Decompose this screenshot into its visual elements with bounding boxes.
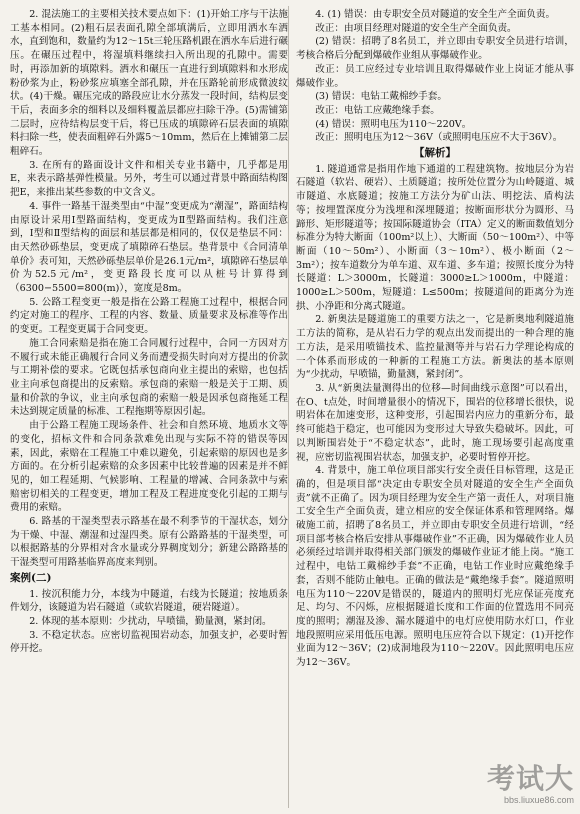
paragraph: 4. 背景中，施工单位项目部实行安全责任目标管理，这是正确的，但是项目部“决定由专职安全员对隧道的安全生产全面负责”就不正确了。因为项目经理为安全生产第一责任人，对项目施工安全生产全面负责，建立相应的安全保证体系和管理网络。爆破施工前，招聘了8名员工，并立即由专职安全员进行培训，“经项目部考核合格后安排从事爆破作业”不正确，因为爆破作业人员必须经过培训并取得相关部门颁发的爆破作业证才能上岗。“施工过程中，电钻工戴棉纱手套”不正确，电钻工作业时应戴绝缘手套，否则不能防止触电。正确的做法是“戴绝缘手套”。隧道照明电压为110～220V是错误的，隧道内的照明灯光应保证亮度充足、均匀、不闪烁，应根据隧道长度和工作面的位置选用不同亮度的照明；潮湿及渗、漏水隧道中的电灯应使用防水灯口，作业地段照明应采用低压电源。照明电压应符合以下规定：(1)开挖作业面为12～36V；(2)成洞地段为110～220V。因此照明电压应为12～36V。 [296, 465, 574, 669]
watermark-url: bbs.liuxue86.com [503, 795, 574, 805]
paragraph: 改正：电钻工应戴绝缘手套。 [315, 104, 440, 116]
paragraph: 2. 混法施工的主要相关技术要点如下：(1)开始工序与干法施工基本相同。(2)粗石层表面孔隙全部填满后，立即用洒水车洒水，直到饱和，数量约为12～15t三轮压路机跟在洒水车后进行碾压。在碾压过程中，将湿填料继续扫入所出现的孔隙中。需要时，再添加新的填隙料。洒水和碾压一直进行到填隙料和水形成粉砂浆为止，粉砂浆应填塞全部孔隙，并在压路轮前形成微波纹状。(4)干燥。碾压完成的路段应让水分蒸发一段时间，结构层变干后，表面多余的细料以及细料覆盖层都应扫除干净。(5)需铺第二层时，应待结构层变干后，将已压成的填隙碎石层表面的填隙料扫除一些，使表面粗碎石外露5～10mm，然后在上摊铺第二层粗碎石。 [10, 9, 288, 158]
paragraph: 1. 隧道通常是指用作地下通道的工程建筑物。按地层分为岩石隧道（软岩、硬岩）、土质隧道；按所处位置分为山岭隧道、城市隧道、水底隧道；按施工方法分为矿山法、明挖法、盾构法等；按埋置深度分为浅埋和深埋隧道；按断面形状分为圆形、马蹄形、矩形隧道等；按国际隧道协会（ITA）定义的断面数值划分标准分为特大断面（100m²以上）、大断面（50～100m²）、中等断面（10～50m²）、小断面（3～10m²）、极小断面（2～3m²）；按车道数分为单车道、双车道、多车道；按照长度分为特长隧道：L＞3000m，长隧道：3000≥L＞1000m，中隧道：1000≥L＞500m，短隧道：L≤500m；按隧道间的距离分为连拱、小净距和分离式隧道。 [296, 163, 574, 312]
paragraph: 改正：照明电压为12～36V（或照明电压应不大于36V）。 [315, 132, 563, 144]
column-divider [288, 6, 289, 808]
paragraph: (2) 错误：招聘了8名员工，并立即由专职安全员进行培训，考核合格后分配到爆破作业组从事爆破作业。 [296, 36, 574, 62]
paragraph: 3. 在所有的路面设计文件和相关专业书籍中，几乎都是用E，来表示路基弹性模量。另外，考生可以通过背景中路面结构图把E，来推出某些参数的中文含义。 [10, 159, 288, 199]
paragraph: 1. 按沉积能力分，本线为中隧道，右线为长隧道；按地质条件划分，该隧道为岩石隧道（或软岩隧道，硬岩隧道）。 [10, 588, 288, 614]
paragraph: 5. 公路工程变更一般是指在公路工程施工过程中，根据合同约定对施工的程序、工程的内容、数量、质量要求及标准等作出的变更。工程变更属于合同变更。 [10, 296, 288, 336]
answer-4-block [296, 8, 574, 145]
site-watermark [424, 764, 574, 810]
paragraph: (3) 错误：电钻工戴棉纱手套。 [315, 91, 447, 103]
paragraph: 4. 事件一路基干湿类型由“中湿”变更成为“潮湿”，路面结构由原设计采用Ⅰ型路面结构，变更成为Ⅱ型路面结构。我们注意到，Ⅰ型和Ⅱ型结构的面层和基层都是相同的，仅仅是垫层不同：由天然砂砾垫层，变更成了填隙碎石垫层。垫背景中《合同清单单价》表可知，天然砂砾垫层单价是26.1元/m²，填隙碎石垫层单价为52.5元/m²，变更路段长度可以从桩号计算得到（6300−5500=800(m)），宽度是8m。 [10, 200, 288, 295]
left-paragraphs [10, 8, 288, 570]
paragraph: 4. (1) 错误：由专职安全员对隧道的安全生产全面负责。 [315, 9, 556, 20]
paragraph: (4) 错误：照明电压为110～220V。 [315, 118, 472, 130]
left-column [10, 8, 288, 656]
case-title: 案例(二) [10, 571, 52, 584]
paragraph: 3. 不稳定状态。应密切监视围岩动态，加强支护，必要时暂停开挖。 [10, 629, 288, 655]
watermark-logo: 考试大 [486, 763, 574, 794]
paragraph: 施工合同索赔是指在施工合同履行过程中，合同一方因对方不履行或未能正确履行合同义务而遭受损失时向对方提出的价款与工期补偿的要求。它既包括承包商向业主提出的索赔，也包括业主向承包商提出的反索赔。承包商的索赔一般是关于工期、质量和价款的争议，业主向承包商的索赔一般是因承包商拖延工程未达到规定质量的标准、工程拖期等原因引起。 [10, 337, 288, 418]
case-answers [10, 588, 288, 657]
paragraph: 6. 路基的干湿类型表示路基在最不利季节的干湿状态，划分为干燥、中湿、潮湿和过湿四类。原有公路路基的干湿类型，可以根据路基的分界相对含水量或分界稠度划分；新建公路路基的干湿类型可用路基临界高度来判别。 [10, 516, 288, 569]
paragraph: 改正：员工应经过专业培训且取得爆破作业上岗证才能从事爆破作业。 [296, 63, 574, 89]
analysis-title: 【解析】 [414, 147, 456, 160]
paragraph: 2. 体现的基本原则：少扰动，早喷锚，勤量测，紧封闭。 [29, 615, 272, 627]
analysis-block [296, 163, 574, 670]
paragraph: 由于公路工程施工现场条件、社会和自然环境、地质水文等的变化，招标文件和合同条款难免出现与实际不符的错误等因素，因此，索赔在工程施工中难以避免，引起索赔的原因也是多方面的。在分析引起索赔的众多因素中比较普遍的因素是并不鲜见的，如工程延期、气候影响、工程量的增减、合同条款中与索赔密切相关的工程变更，增加工程及工程进度变化引起的工期与费用的索赔。 [10, 420, 288, 514]
paragraph: 3. 从“新奥法量测得出的位移—时间曲线示意图”可以看出，在O、t点处，时间增量很小的情况下，围岩的位移增长很快，说明岩体在加速变形，这种变形，引起围岩内应力的重新分布，最终可能趋于稳定，也可能因为变形过大导致失稳破坏。因此，可以判断围岩处于“不稳定状态”，此时，施工现场要引起高度重视，应密切监视围岩状态，加强支护，必要时暂停开挖。 [296, 382, 574, 463]
paragraph: 2. 新奥法是隧道施工的重要方法之一，它是新奥地利隧道施工方法的简称，是从岩石力学的观点出发而提出的一种合理的施工方法，是采用喷锚技术、监控量测等并与岩石力学理论构成的一个体系而形成的一种新的工程施工方法。新奥法的基本原则为“少扰动，早喷锚，勤量测，紧封闭”。 [296, 314, 574, 381]
right-column [296, 8, 574, 670]
paragraph: 改正：由项目经理对隧道的安全生产全面负责。 [315, 22, 517, 34]
